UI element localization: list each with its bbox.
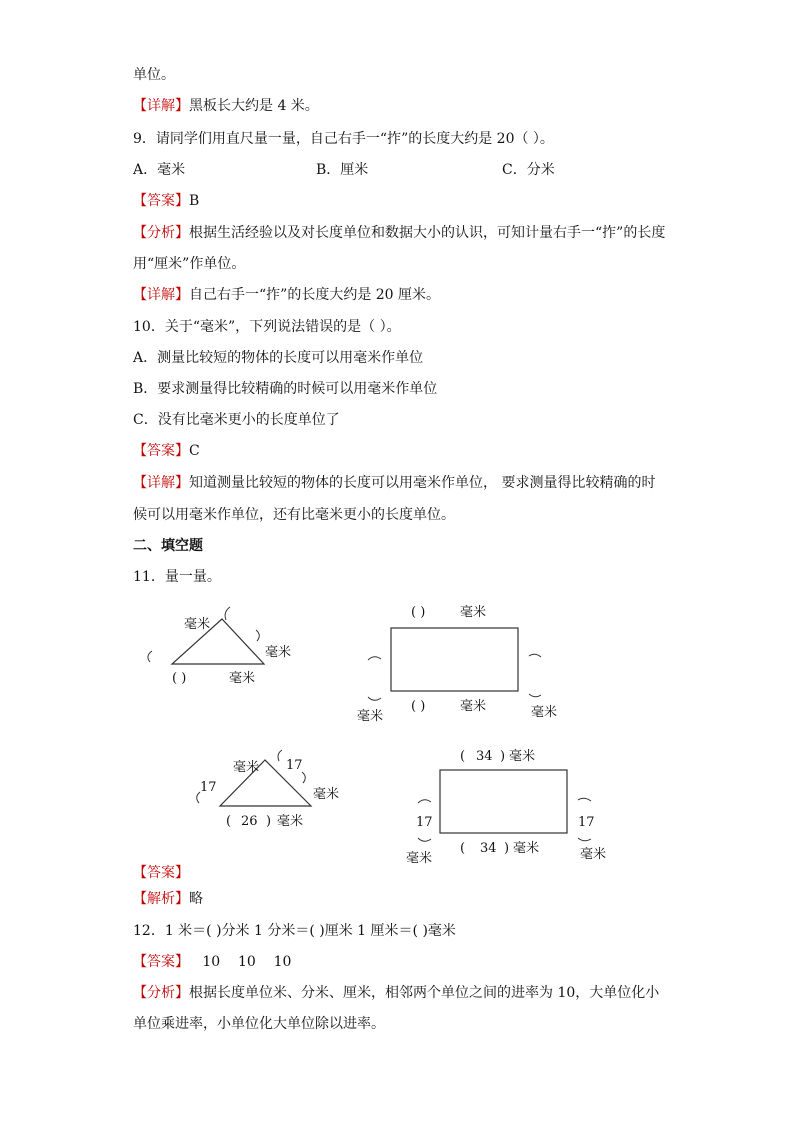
top-value: 34 [476, 749, 493, 764]
paren-close: ) [266, 814, 272, 829]
rectangle-shape [440, 770, 567, 833]
answer-tag: 【答案】 [133, 865, 189, 881]
arc-mark [302, 772, 305, 783]
blank-bracket: ( ) [172, 671, 187, 686]
paren-close: ) [504, 841, 510, 856]
answer-line [133, 953, 291, 971]
answer-line [133, 864, 189, 882]
unit-label: 毫米 [531, 705, 558, 720]
unit-label: 毫米 [460, 605, 487, 620]
explanation-line [133, 890, 203, 908]
arc-mark [418, 800, 431, 803]
answer-value: B [189, 193, 200, 209]
detail-tag: 【详解】 [133, 98, 189, 114]
explanation-text: 略 [189, 891, 203, 907]
side-value: 17 [286, 758, 303, 773]
unit-label: 毫米 [277, 814, 304, 829]
question-11: 11．量一量。 [133, 569, 221, 585]
unit-label: 毫米 [184, 617, 211, 632]
section-heading: 二、填空题 [133, 538, 203, 554]
unit-label: 毫米 [357, 709, 384, 724]
option-a: A．毫米 [133, 162, 186, 178]
option-c: C．没有比毫米更小的长度单位了 [133, 412, 340, 428]
detail-text: 知道测量比较短的物体的长度可以用毫米作单位， 要求测量得比较精确的时 [189, 475, 656, 491]
question-12: 12．1 米＝( )分米 1 分米＝( )厘米 1 厘米＝( )毫米 [133, 923, 456, 939]
paren-open: ( [460, 749, 466, 764]
arc-mark [278, 750, 282, 761]
answer-value: C [189, 443, 200, 459]
answer-tag: 【答案】 [133, 443, 189, 459]
analysis-text: 根据生活经验以及对长度单位和数据大小的认识，可知计量右手一“拃”的长度 [189, 225, 666, 241]
unit-label: 毫米 [313, 787, 340, 802]
unit-label: 毫米 [229, 671, 256, 686]
unit-label: 毫米 [513, 841, 540, 856]
analysis-line-2: 单位乘进率，小单位化大单位除以进率。 [133, 1016, 385, 1032]
detail-text: 自己右手一“拃”的长度大约是 20 厘米。 [189, 287, 441, 303]
explanation-tag: 【解析】 [133, 891, 189, 907]
side-value: 17 [416, 815, 433, 830]
side-value: 17 [578, 815, 595, 830]
detail-line-2: 候可以用毫米作单位，还有比毫米更小的长度单位。 [133, 507, 455, 523]
arc-mark [529, 694, 541, 697]
arc-mark [368, 657, 381, 660]
answer-tag: 【答案】 [133, 193, 189, 209]
arc-mark [148, 651, 152, 662]
question-9: 9．请同学们用直尺量一量，自己右手一“拃”的长度大约是 20（ ）。 [133, 131, 554, 147]
paren-open: ( [460, 841, 466, 856]
analysis-line [133, 984, 659, 1002]
detail-tag: 【详解】 [133, 475, 189, 491]
answer-tag: 【答案】 [133, 954, 189, 970]
arc-mark [256, 630, 259, 641]
arc-mark [578, 798, 591, 801]
unit-label: 毫米 [460, 699, 487, 714]
arc-mark [578, 838, 591, 841]
paren-open: ( [226, 814, 232, 829]
detail-text: 黑板长大约是 4 米。 [189, 98, 319, 114]
arc-mark [225, 607, 230, 620]
text-line: 单位。 [133, 67, 175, 83]
option-b: B．厘米 [316, 162, 369, 178]
blank-bracket: ( ) [411, 699, 426, 714]
bottom-value: 34 [480, 841, 497, 856]
option-c: C．分米 [502, 162, 555, 178]
side-value: 17 [200, 780, 217, 795]
arc-mark [529, 654, 541, 657]
unit-label: 毫米 [265, 645, 292, 660]
unit-label: 毫米 [406, 851, 433, 866]
unit-label: 毫米 [233, 760, 260, 775]
unit-label: 毫米 [509, 749, 536, 764]
analysis-line-2: 用“厘米”作单位。 [133, 256, 246, 272]
question-10: 10．关于“毫米”，下列说法错误的是（ ）。 [133, 319, 401, 335]
arc-mark [368, 697, 381, 700]
detail-tag: 【详解】 [133, 287, 189, 303]
blank-bracket: ( ) [411, 605, 426, 620]
option-a: A．测量比较短的物体的长度可以用毫米作单位 [133, 350, 424, 366]
rectangle-shape [391, 628, 518, 691]
unit-label: 毫米 [580, 847, 607, 862]
arc-mark [418, 838, 431, 841]
answer-value: 10 10 10 [189, 954, 292, 970]
analysis-text: 根据长度单位米、分米、厘米，相邻两个单位之间的进率为 10，大单位化小 [189, 985, 660, 1001]
base-value: 26 [241, 814, 258, 829]
analysis-tag: 【分析】 [133, 985, 189, 1001]
analysis-tag: 【分析】 [133, 225, 189, 241]
paren-close: ) [500, 749, 506, 764]
option-b: B．要求测量得比较精确的时候可以用毫米作单位 [133, 381, 438, 397]
